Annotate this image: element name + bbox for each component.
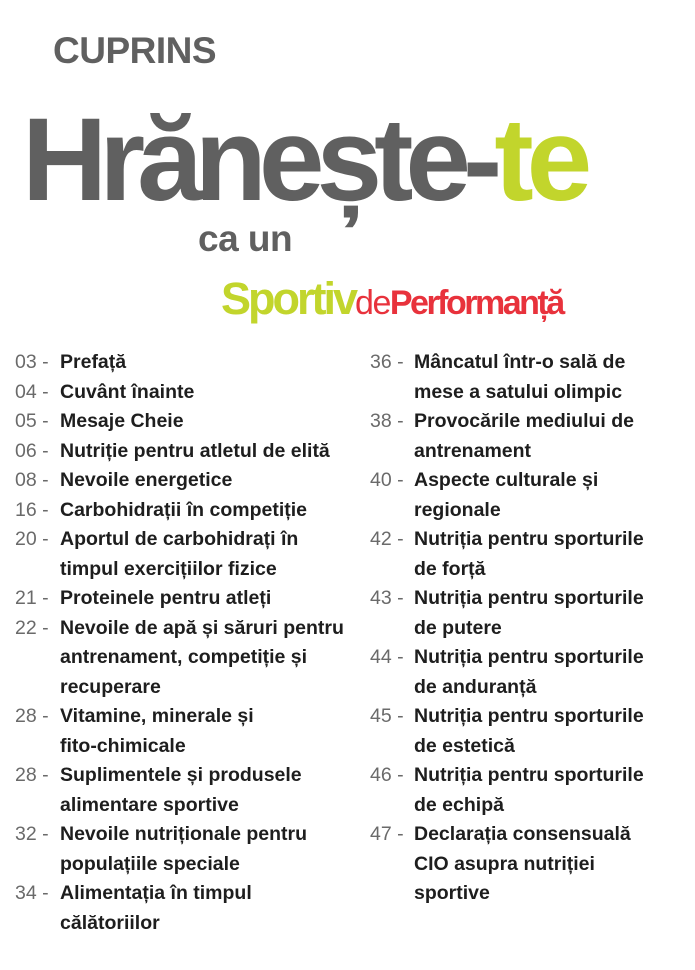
toc-right-column — [370, 348, 685, 909]
toc-entry[interactable] — [15, 466, 360, 496]
toc-entry-title: Nutriția pentru sporturile de echipă — [414, 764, 644, 816]
toc-page-number: 08 - — [15, 469, 49, 491]
toc-entry-title: Nutriție pentru atletul de elită — [60, 439, 330, 462]
toc-entry[interactable] — [15, 702, 360, 761]
title-main-text: Hrănește- — [22, 94, 495, 226]
toc-entry[interactable] — [370, 407, 685, 466]
toc-entry-title: Vitamine, minerale și fito-chimicale — [60, 705, 254, 757]
toc-entry-title: Prefață — [60, 351, 127, 373]
toc-entry[interactable] — [15, 348, 360, 378]
toc-entry-title: Mesaje Cheie — [60, 410, 184, 432]
toc-entry-title: Declarația consensuală CIO asupra nutriției sportive — [414, 823, 631, 904]
toc-entry-title: Nevoile de apă și săruri pentru antrenament, competiție și recuperare — [60, 616, 344, 698]
toc-entry-title: Alimentația în timpul călătoriilor — [60, 882, 252, 934]
toc-left-column — [15, 348, 360, 938]
toc-page-number: 04 - — [15, 380, 49, 403]
toc-entry-title: Carbohidrații în competiție — [60, 498, 308, 521]
toc-entry[interactable] — [370, 584, 685, 643]
toc-entry[interactable] — [15, 820, 360, 879]
toc-page-number: 05 - — [15, 410, 49, 432]
toc-entry[interactable] — [15, 584, 360, 614]
toc-entry-title: Nevoile energetice — [60, 469, 233, 491]
toc-page-number: 21 - — [15, 587, 49, 609]
toc-entry[interactable] — [370, 820, 685, 909]
toc-entry[interactable] — [15, 496, 360, 526]
toc-entry-title: Nevoile nutriționale pentru populațiile speciale — [60, 823, 308, 875]
toc-entry[interactable] — [370, 525, 685, 584]
section-heading: CUPRINS — [53, 30, 217, 71]
toc-entry[interactable] — [15, 407, 360, 437]
toc-entry[interactable] — [370, 348, 685, 407]
toc-page-number: 22 - — [15, 616, 49, 639]
toc-entry-title: Aportul de carbohidrați în timpul exercițiilor fizice — [60, 528, 299, 580]
toc-entry[interactable] — [15, 525, 360, 584]
toc-page-number: 28 - — [15, 705, 49, 727]
toc-page-number: 34 - — [15, 882, 49, 904]
toc-page-number: 06 - — [15, 439, 49, 462]
toc-page-number: 16 - — [15, 498, 49, 521]
toc-entry-title: Suplimentele și produsele alimentare sportive — [60, 764, 302, 816]
toc-entry-title: Provocările mediului de antrenament — [414, 410, 634, 462]
toc-entry-title: Cuvânt înainte — [60, 380, 195, 403]
brand-tagline — [221, 273, 563, 324]
toc-entry[interactable] — [15, 879, 360, 938]
toc-entry-title: Nutriția pentru sporturile de putere — [414, 587, 644, 639]
toc-entry-title: Aspecte culturale și regionale — [414, 469, 599, 521]
toc-page-number: 36 - — [370, 351, 404, 373]
brand-de: de — [355, 284, 390, 322]
subtitle: ca un — [198, 218, 293, 259]
toc-entry[interactable] — [15, 437, 360, 467]
toc-entry-title: Proteinele pentru atleți — [60, 587, 272, 609]
toc-page-number: 46 - — [370, 764, 404, 786]
toc-page-number: 47 - — [370, 823, 404, 845]
toc-entry[interactable] — [370, 702, 685, 761]
toc-page-number: 28 - — [15, 764, 49, 786]
toc-page-number: 43 - — [370, 587, 404, 609]
toc-entry-title: Nutriția pentru sporturile de estetică — [414, 705, 644, 757]
toc-page-number: 32 - — [15, 823, 49, 845]
toc-entry-title: Nutriția pentru sporturile de forță — [414, 528, 644, 580]
toc-page-number: 45 - — [370, 705, 404, 727]
toc-page-number: 38 - — [370, 410, 404, 432]
brand-sportiv: Sportiv — [221, 273, 356, 324]
toc-page-number: 44 - — [370, 646, 404, 668]
toc-entry[interactable] — [370, 643, 685, 702]
toc-page-number: 42 - — [370, 528, 404, 550]
toc-entry-title: Nutriția pentru sporturile de anduranță — [414, 646, 644, 698]
brand-performanta: Performanță — [389, 284, 563, 322]
page-title — [22, 94, 586, 226]
toc-entry-title: Mâncatul într-o sală de mese a satului olimpic — [414, 351, 626, 403]
toc-entry[interactable] — [15, 614, 360, 703]
toc-entry[interactable] — [15, 761, 360, 820]
toc-page-number: 20 - — [15, 528, 49, 550]
toc-page-number: 40 - — [370, 469, 404, 491]
toc-entry[interactable] — [370, 466, 685, 525]
toc-entry[interactable] — [15, 378, 360, 408]
toc-entry[interactable] — [370, 761, 685, 820]
title-accent-text: te — [494, 94, 586, 226]
toc-page-number: 03 - — [15, 351, 49, 373]
